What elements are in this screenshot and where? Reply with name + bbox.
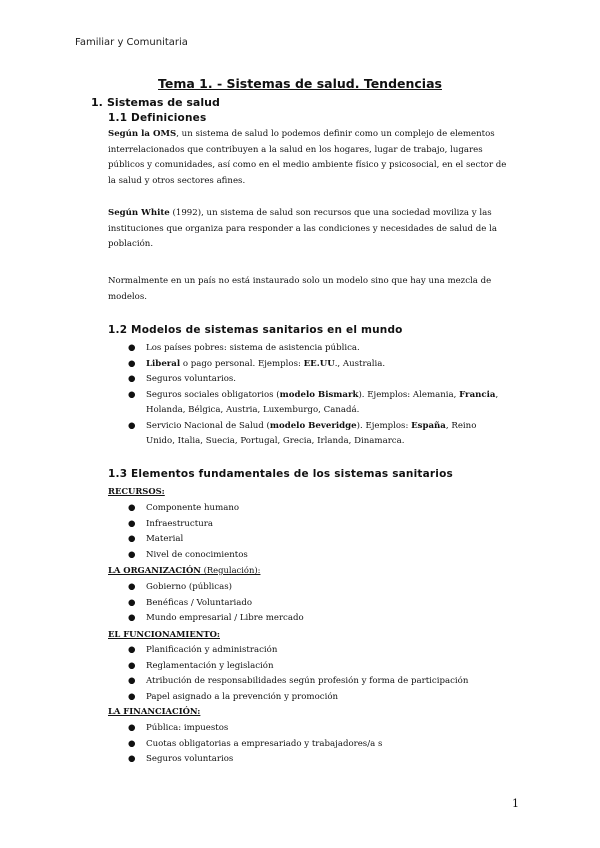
bullet-icon: ●	[128, 374, 136, 384]
oms-definition: , un sistema de salud lo podemos definir como un complejo de elementos interrelacionados que contribuyen a la salud en los hogares, lugar de trabajo, lugares públicos y comunidades, así como en el medio ambiente físico y psicosocial, en el sector de la salud y otros sectores afines.	[108, 129, 507, 186]
oms-label: Según la OMS	[108, 129, 177, 139]
bullet-icon: ●	[128, 676, 136, 686]
paragraph-models-mix: Normalmente en un país no está instaurado solo un modelo sino que hay una mezcla de modelos.	[108, 276, 492, 302]
list-item: ● Papel asignado a la prevención y promoción	[128, 690, 508, 706]
bullet-icon: ●	[128, 358, 136, 369]
list-item: ● Planificación y administración	[128, 643, 508, 659]
section-1-number: 1.	[91, 96, 103, 109]
bullet-icon: ●	[128, 597, 136, 608]
subsection-1-2-heading: 1.2 Modelos de sistemas sanitarios en el mundo	[108, 324, 403, 336]
bullet-icon: ●	[128, 518, 136, 529]
list-item: ● Seguros sociales obligatorios (modelo Bismark). Ejemplos: Alemania, Francia, Holanda, Bélgica, Austria, Luxemburgo, Canadá.	[128, 389, 499, 415]
list-item: ● Gobierno (públicas)	[128, 580, 508, 596]
bullet-icon: ●	[128, 503, 136, 513]
list-item: ● Componente humano	[128, 501, 508, 517]
recursos-label: RECURSOS:	[108, 486, 165, 496]
bullet-icon: ●	[128, 691, 136, 702]
list-item: ● Liberal o pago personal. Ejemplos: EE.UU., Australia.	[128, 357, 508, 373]
bullet-icon: ●	[128, 582, 136, 592]
funcionamiento-label: EL FUNCIONAMIENTO:	[108, 629, 220, 639]
paragraph-white	[108, 206, 508, 253]
bullet-icon: ●	[128, 389, 136, 400]
list-item: ● Nivel de conocimientos	[128, 548, 508, 564]
bullet-icon: ●	[128, 420, 136, 431]
bullet-icon: ●	[128, 645, 136, 655]
bullet-icon: ●	[128, 549, 136, 560]
list-item: ● Benéficas / Voluntariado	[128, 596, 508, 612]
bullet-icon: ●	[128, 754, 136, 764]
funcionamiento-list	[128, 643, 508, 705]
list-item: ● Mundo empresarial / Libre mercado	[128, 611, 508, 627]
list-item: ● Pública: impuestos	[128, 721, 508, 737]
white-definition: (1992), un sistema de salud son recursos que una sociedad moviliza y las instituciones que organiza para responder a las condiciones y necesidades de salud de la población.	[108, 208, 497, 250]
models-list	[128, 341, 508, 450]
list-item: ● Seguros voluntarios.	[128, 372, 508, 388]
list-item: ● Material	[128, 532, 508, 548]
bullet-icon: ●	[128, 660, 136, 671]
paragraph-oms	[108, 127, 508, 189]
subsection-1-3-heading: 1.3 Elementos fundamentales de los sistemas sanitarios	[108, 468, 453, 480]
page-number: 1	[512, 797, 519, 810]
list-item: ● Seguros voluntarios	[128, 752, 508, 768]
running-header: Familiar y Comunitaria	[75, 37, 188, 48]
section-1-heading	[91, 96, 220, 109]
subsection-1-1-heading: 1.1 Definiciones	[108, 112, 207, 124]
document-title: Tema 1. - Sistemas de salud. Tendencias	[158, 76, 442, 91]
list-item: ● Cuotas obligatorias a empresariado y trabajadores/a s	[128, 737, 508, 753]
list-item: ● Reglamentación y legislación	[128, 659, 508, 675]
bullet-icon: ●	[128, 343, 136, 353]
white-label: Según White	[108, 208, 170, 218]
bullet-icon: ●	[128, 738, 136, 749]
organizacion-list	[128, 580, 508, 627]
list-item: ● Atribución de responsabilidades según profesión y forma de participación	[128, 674, 508, 690]
list-item: ● Servicio Nacional de Salud (modelo Beveridge). Ejemplos: España, Reino Unido, Italia, Suecia, Portugal, Grecia, Irlanda, Dinamarca.	[128, 420, 477, 446]
recursos-list	[128, 501, 508, 563]
bullet-icon: ●	[128, 613, 136, 623]
section-1-label: Sistemas de salud	[107, 96, 220, 109]
list-item: ● Los países pobres: sistema de asistencia pública.	[128, 341, 508, 357]
financiacion-list	[128, 721, 508, 768]
bullet-icon: ●	[128, 723, 136, 733]
financiacion-label: LA FINANCIACIÓN:	[108, 706, 201, 716]
bullet-icon: ●	[128, 534, 136, 544]
organizacion-label: LA ORGANIZACIÓN (Regulación):	[108, 565, 261, 575]
list-item: ● Infraestructura	[128, 517, 508, 533]
